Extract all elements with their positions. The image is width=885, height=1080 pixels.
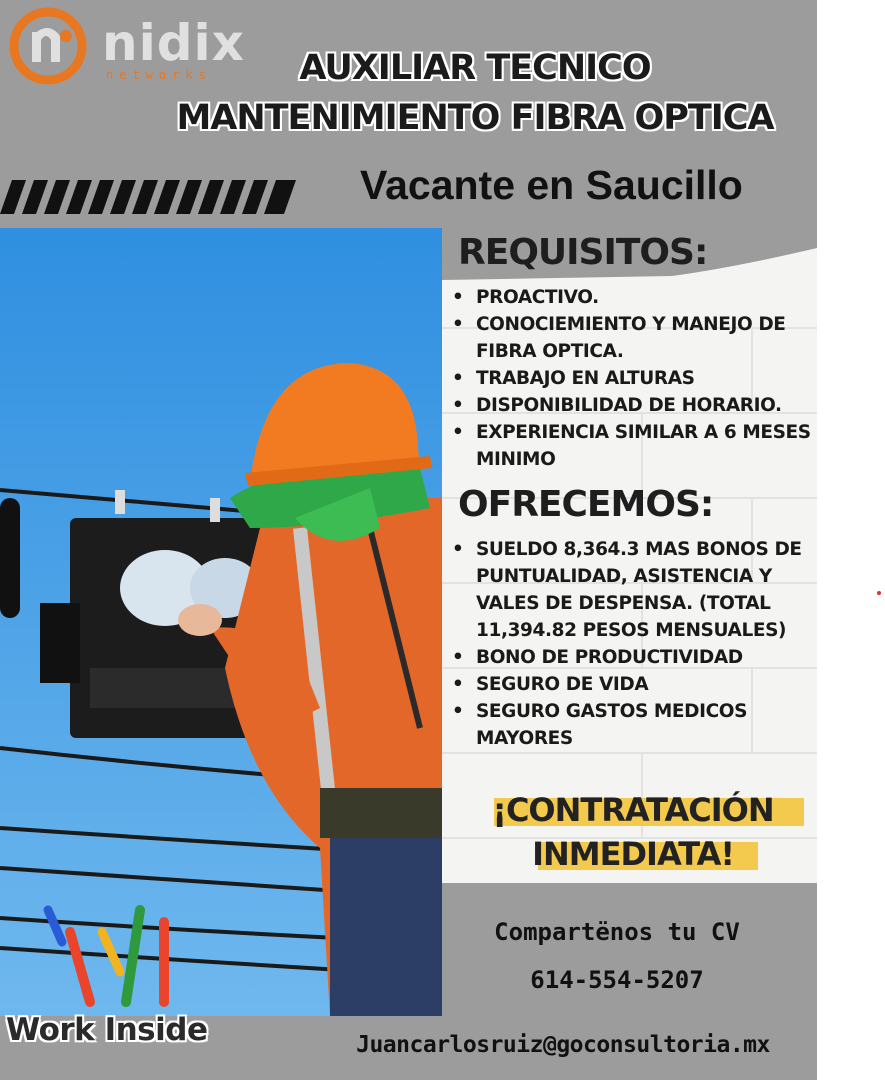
requirements-list — [446, 284, 816, 473]
nidix-logo-tagline: networks — [106, 68, 212, 82]
job-title-line1: AUXILIAR TECNICO — [299, 48, 651, 88]
list-item: • SUELDO 8,364.3 MAS BONOS DE PUNTUALIDAD, ASISTENCIA Y VALES DE DESPENSA. (TOTAL 11,394.82 PESOS MENSUALES) — [446, 536, 816, 644]
requirements-title: REQUISITOS: — [458, 232, 708, 273]
nidix-logo-word: nidix — [102, 14, 245, 72]
hiring-line1: ¡CONTRATACIÓN — [492, 791, 774, 829]
list-item: • PROACTIVO. — [446, 284, 816, 311]
work-inside-logo-icon — [40, 902, 180, 1012]
share-cv-text: Compartënos tu CV — [494, 918, 740, 946]
contact-phone[interactable]: 614-554-5207 — [530, 966, 704, 994]
offers-title: OFRECEMOS: — [458, 484, 714, 525]
job-title-line2: MANTENIMIENTO FIBRA OPTICA — [176, 98, 774, 138]
list-item: • EXPERIENCIA SIMILAR A 6 MESES MINIMO — [446, 419, 816, 473]
list-item: • CONOCIEMIENTO Y MANEJO DE FIBRA OPTICA. — [446, 311, 816, 365]
work-inside-wordmark: Work Inside — [6, 1012, 208, 1048]
nidix-logo-mark-icon — [8, 6, 98, 86]
hazard-stripes-icon — [0, 180, 300, 214]
immediate-hiring-text — [458, 788, 808, 876]
decorative-dot — [877, 591, 881, 595]
list-item: • SEGURO DE VIDA — [446, 671, 816, 698]
list-item: • BONO DE PRODUCTIVIDAD — [446, 644, 816, 671]
technician-photo — [0, 228, 442, 1016]
vacancy-location: Vacante en Saucillo — [360, 162, 743, 208]
list-item: • TRABAJO EN ALTURAS — [446, 365, 816, 392]
hiring-line2: INMEDIATA! — [532, 835, 734, 873]
list-item: • DISPONIBILIDAD DE HORARIO. — [446, 392, 816, 419]
contact-email[interactable]: Juancarlosruiz@goconsultoria.mx — [356, 1032, 770, 1058]
list-item: • SEGURO GASTOS MEDICOS MAYORES — [446, 698, 816, 752]
offers-list — [446, 536, 816, 752]
immediate-hiring-banner — [458, 788, 808, 884]
